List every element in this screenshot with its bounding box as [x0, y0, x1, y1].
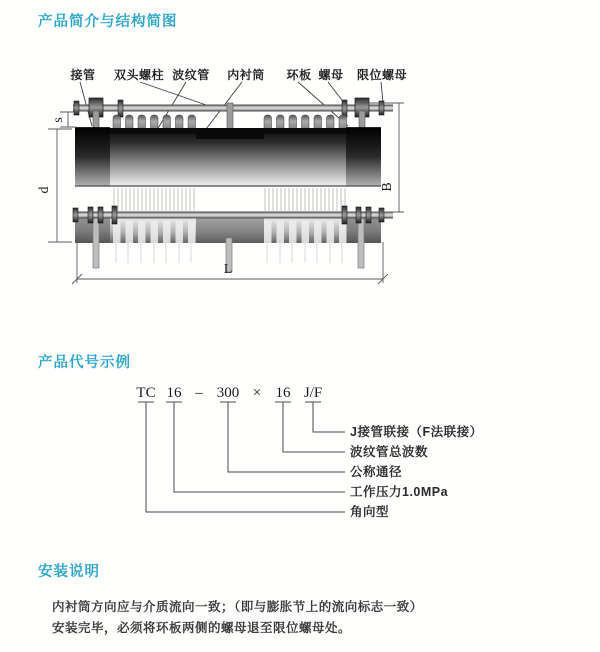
code-seg-pressure: 16 — [166, 385, 182, 401]
callout-nominal-diameter: 公称通径 — [350, 465, 403, 479]
code-callout-labels — [350, 424, 483, 519]
code-seg-diameter: 300 — [216, 385, 240, 401]
dim-label-d: d — [37, 186, 52, 194]
callout-wave-count: 波纹管总波数 — [350, 445, 429, 459]
label-bellows: 波纹管 — [172, 68, 210, 82]
code-seg-type: TC — [136, 385, 156, 401]
code-seg-times: × — [252, 385, 262, 401]
callout-angular-type: 角向型 — [350, 505, 390, 519]
left-ring-plate-edge — [118, 100, 123, 117]
label-ring-plate: 环板 — [286, 68, 312, 82]
diagram-part-labels — [69, 67, 407, 82]
inner-liner-band — [196, 128, 264, 139]
left-limit-nut — [74, 101, 79, 115]
section-title-install: 安装说明 — [38, 564, 100, 580]
label-nut: 螺母 — [318, 68, 344, 82]
section-title-intro: 产品简介与结构简图 — [38, 14, 178, 30]
code-seg-dash: – — [195, 385, 203, 401]
callout-connection: J接管联接（F法联接） — [350, 425, 483, 439]
install-notes — [52, 597, 423, 639]
code-segments — [136, 385, 322, 401]
bellows-reflection-lines — [114, 188, 345, 211]
install-note-line2: 安装完毕，必须将环板两侧的螺母退至限位螺母处。 — [52, 621, 352, 635]
label-double-end-stud: 双头螺柱 — [113, 68, 165, 82]
right-pipe — [346, 127, 381, 186]
code-seg-connection: J/F — [303, 385, 323, 401]
structure-diagram — [0, 60, 600, 310]
code-seg-waves: 16 — [275, 385, 291, 401]
section-title-code: 产品代号示例 — [38, 355, 131, 371]
dim-label-B: B — [380, 182, 395, 192]
label-limit-nut: 限位螺母 — [356, 68, 408, 82]
dim-label-L: L — [223, 262, 233, 277]
dimension-s — [51, 112, 76, 127]
code-callout-lines — [138, 402, 345, 512]
right-ring-plate-edge — [342, 100, 347, 117]
dimension-d — [37, 129, 72, 242]
left-pipe — [75, 127, 110, 186]
dim-label-s: s — [51, 117, 66, 123]
label-inner-liner: 内衬筒 — [227, 68, 265, 82]
label-connecting-pipe: 接管 — [70, 68, 96, 82]
callout-working-pressure: 工作压力1.0MPa — [350, 485, 449, 499]
install-note-line1: 内衬筒方向应与介质流向一致；（即与膨胀节上的流向标志一致） — [52, 600, 423, 614]
joint-body — [75, 127, 381, 186]
product-code-diagram — [0, 373, 600, 543]
